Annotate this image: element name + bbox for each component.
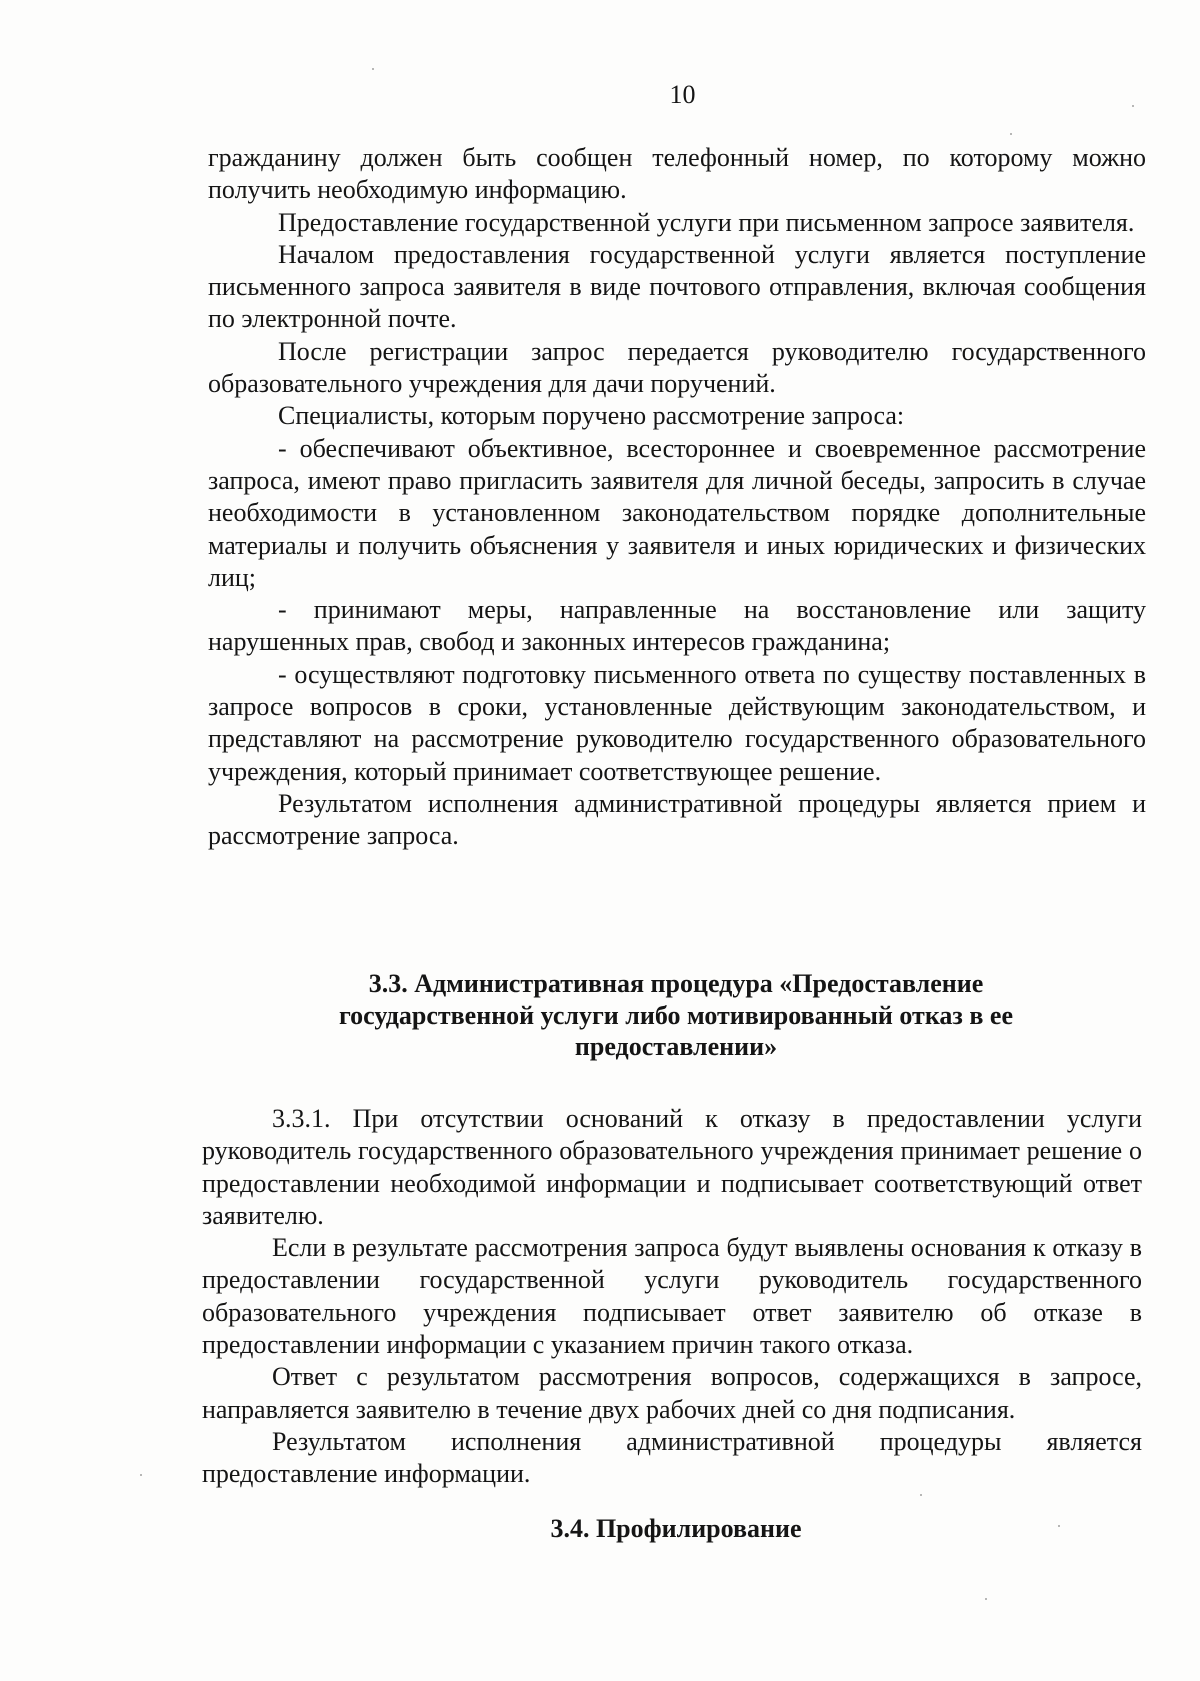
scan-speck <box>1132 105 1134 107</box>
paragraph-continuation: гражданину должен быть сообщен телефонный номер, по которому можно получить необходимую информацию. <box>208 143 1146 205</box>
list-item-prepare-answer: - осуществляют подготовку письменного ответа по существу поставленных в запросе вопросов в сроки, установленные действующим законодательством, и представляют на рассмотрение руководителю государственного образовательного учреждения, который принимает соответствующее решение. <box>208 659 1146 786</box>
section-3-3-heading-line-2: государственной услуги либо мотивированный отказ в ее <box>339 1000 1013 1030</box>
list-item-ensure-review: - обеспечивают объективное, всестороннее и своевременное рассмотрение запроса, имеют право пригласить заявителя для личной беседы, запросить в случае необходимости в установленном законодательством порядке дополнительные материалы и получить объяснения у заявителя и иных юридических и физических лиц; <box>208 433 1146 592</box>
paragraph-procedure-result: Результатом исполнения административной процедуры является прием и рассмотрение запроса. <box>208 788 1146 851</box>
paragraph-refusal-grounds: Если в результате рассмотрения запроса будут выявлены основания к отказу в предоставлении государственной услуги руководитель государственного образовательного учреждения подписывает ответ заявителю об отказе в предоставлении информации с указанием причин такого отказа. <box>202 1233 1142 1360</box>
section-3-3-heading <box>205 968 1147 1063</box>
section-3-3-heading-line-3: предоставлении» <box>574 1032 778 1061</box>
scan-speck <box>1058 1525 1060 1527</box>
paragraph-specialists-intro: Специалисты, которым поручено рассмотрение запроса: <box>278 401 905 431</box>
scan-speck <box>140 1474 142 1476</box>
page-number: 10 <box>669 80 696 109</box>
section-3-4-heading: 3.4. Профилирование <box>550 1514 802 1543</box>
paragraph-after-registration: После регистрации запрос передается руководителю государственного образовательного учреждения для дачи поручений. <box>208 336 1146 399</box>
section-3-3-text-block <box>202 1103 1142 1491</box>
paragraph-start-of-service: Началом предоставления государственной услуги является поступление письменного запроса заявителя в виде почтового отправления, включая сообщения по электронной почте. <box>208 239 1146 334</box>
scan-speck <box>920 1494 922 1496</box>
scan-speck <box>985 1598 987 1600</box>
section-3-3-heading-line-1: 3.3. Административная процедура «Предоставление <box>368 969 984 998</box>
paragraph-answer-sent: Ответ с результатом рассмотрения вопросов, содержащихся в запросе, направляется заявителю в течение двух рабочих дней со дня подписания. <box>202 1362 1142 1424</box>
scan-speck <box>372 68 374 70</box>
paragraph-3-3-result: Результатом исполнения административной процедуры является предоставление информации. <box>202 1426 1142 1489</box>
list-item-take-measures: - принимают меры, направленные на восстановление или защиту нарушенных прав, свобод и законных интересов гражданина; <box>208 595 1146 657</box>
scan-speck <box>1010 133 1012 135</box>
top-text-block <box>208 142 1146 853</box>
paragraph-3-3-1: 3.3.1. При отсутствии оснований к отказу в предоставлении услуги руководитель государственного образовательного учреждения принимает решение о предоставлении необходимой информации и подписывает соответствующий ответ заявителю. <box>202 1104 1142 1230</box>
paragraph-written-request-title: Предоставление государственной услуги при письменном запросе заявителя. <box>278 207 1135 237</box>
